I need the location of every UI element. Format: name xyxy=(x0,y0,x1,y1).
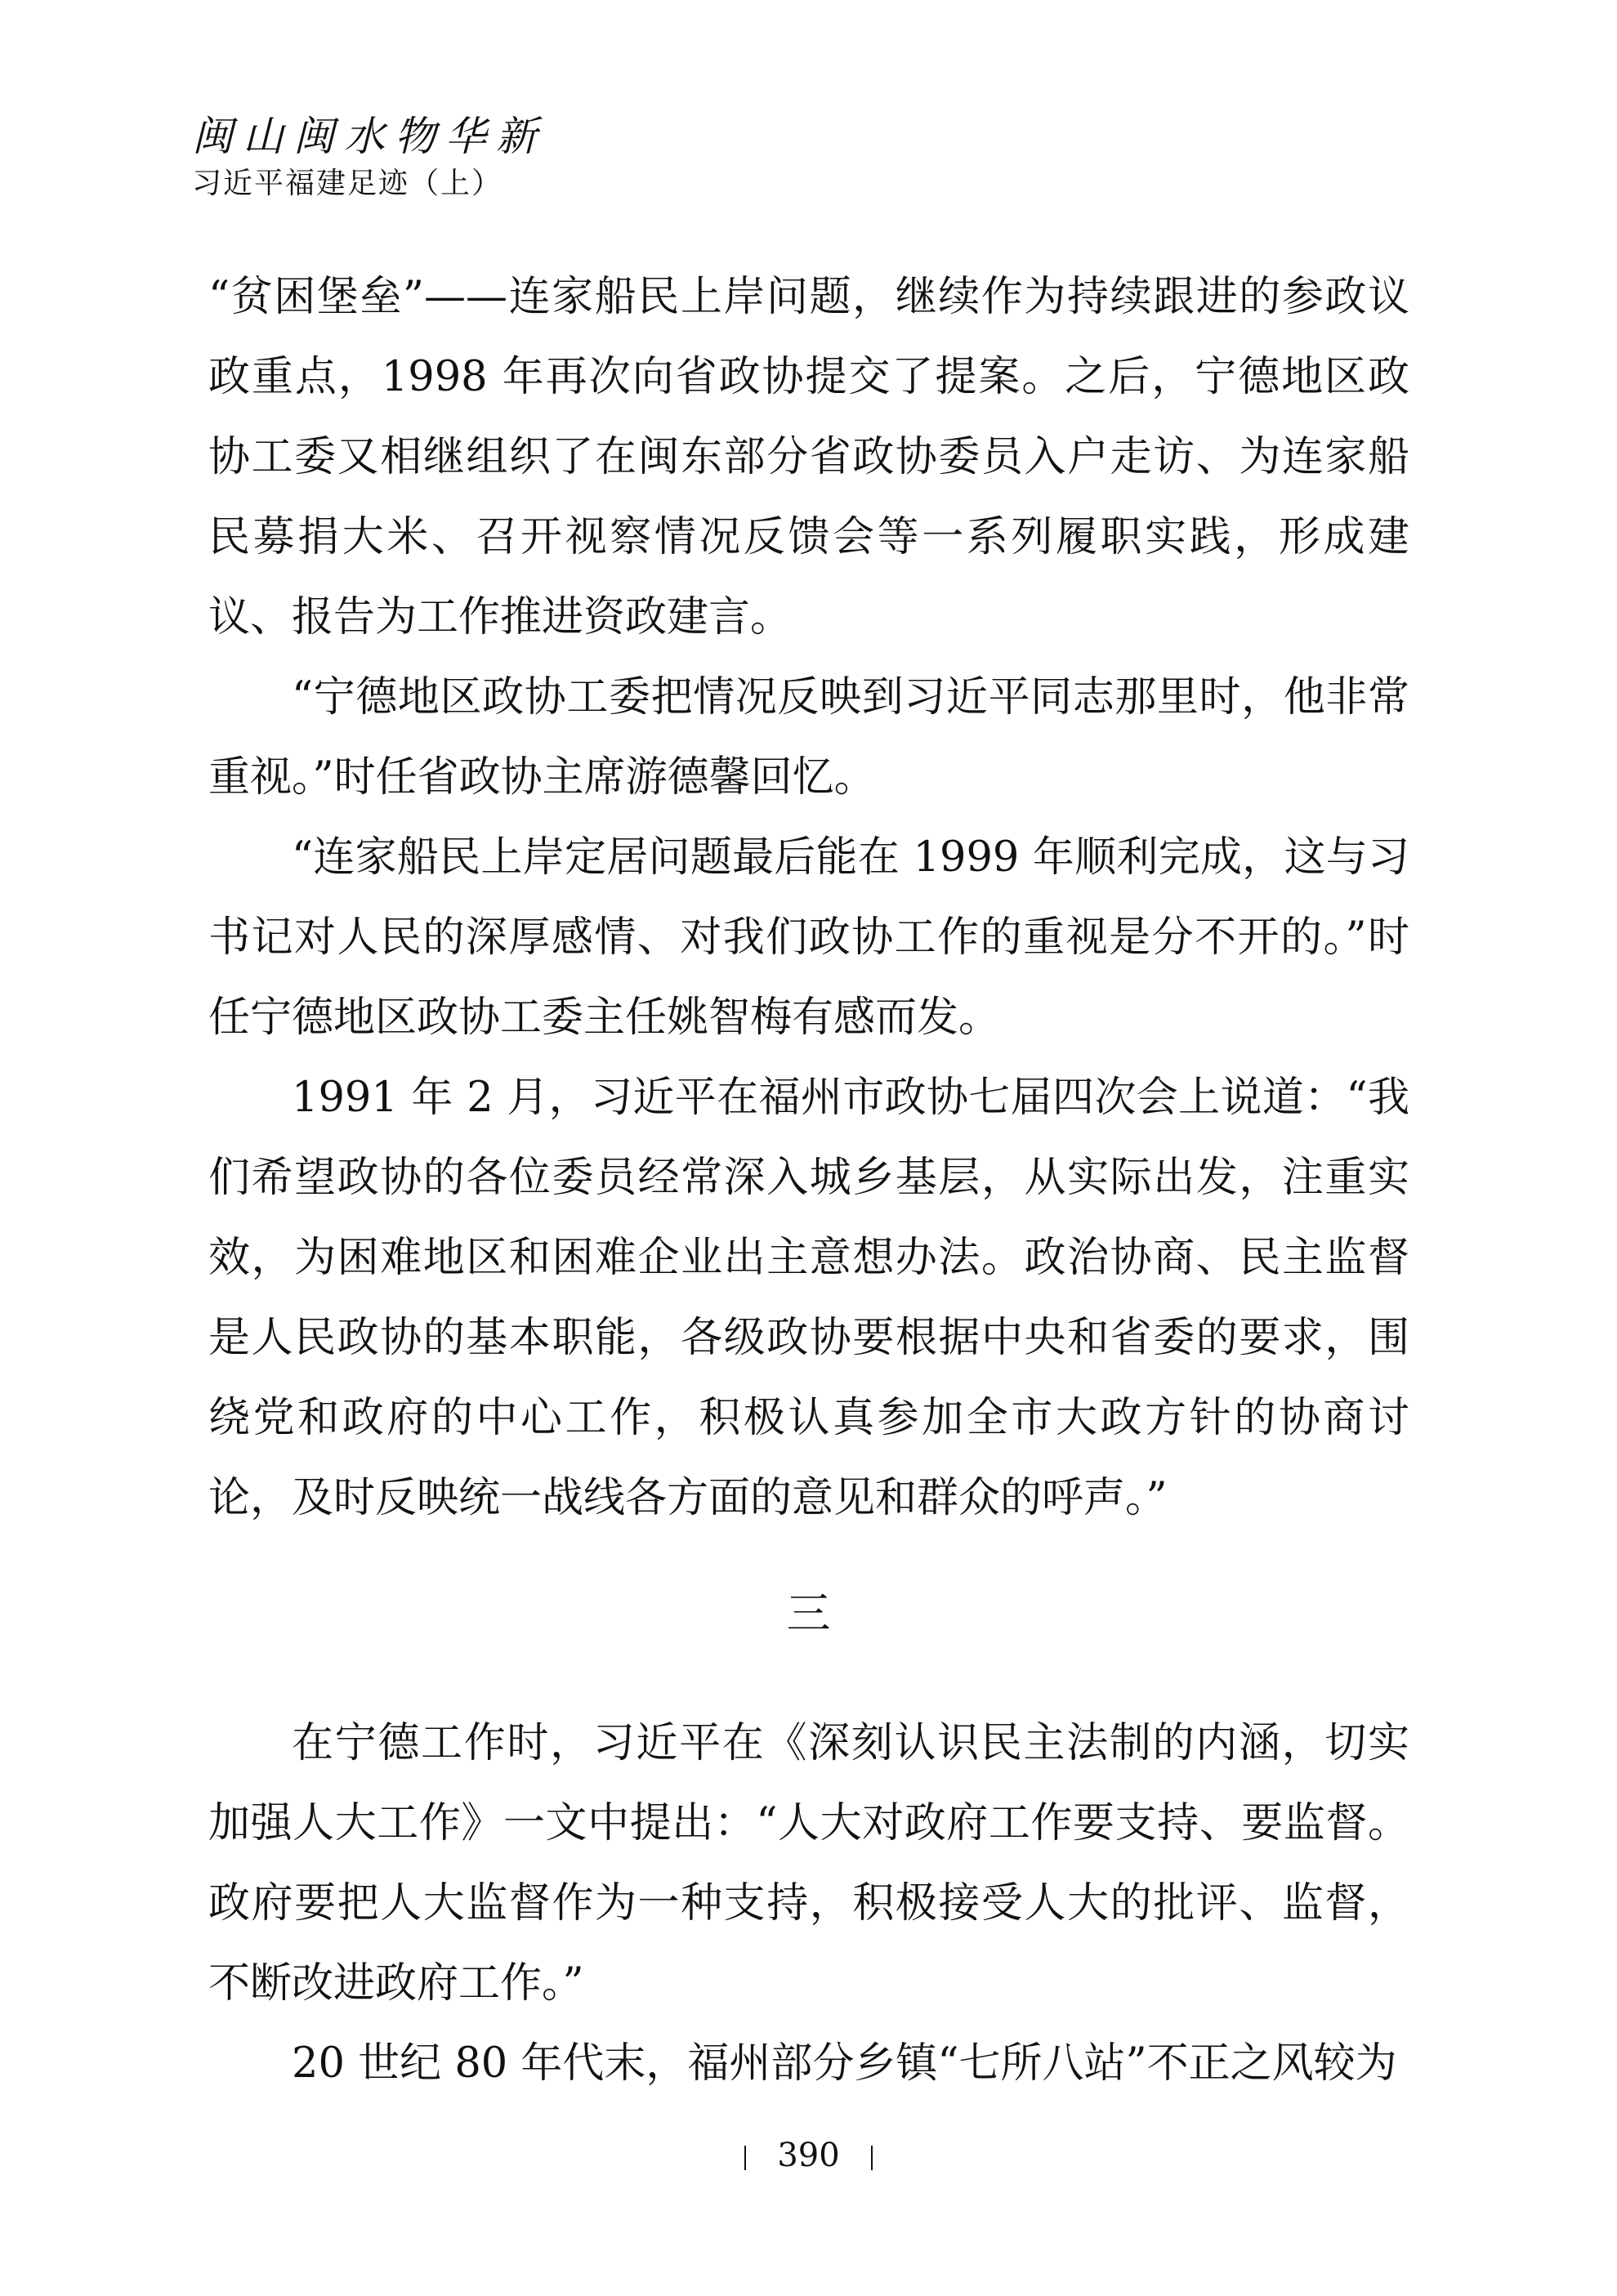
body-text-bottom xyxy=(208,1704,1409,2104)
section-heading: 三 xyxy=(786,1588,831,1639)
page-footer xyxy=(0,2133,1617,2178)
paragraph: 在宁德工作时，习近平在《深刻认识民主法制的内涵，切实加强人大工作》一文中提出：“人大对政府工作要支持、要监督。政府要把人大监督作为一种支持，积极接受人大的批评、监督，不断改进政府工作。” xyxy=(208,1719,1409,2008)
running-header xyxy=(192,110,547,203)
book-subtitle: 习近平福建足迹（上） xyxy=(192,167,503,200)
paragraph: “宁德地区政协工委把情况反映到习近平同志那里时，他非常重视。”时任省政协主席游德馨回忆。 xyxy=(208,673,1409,802)
book-title: 闽山闽水物华新 xyxy=(192,113,547,160)
footer-divider-right xyxy=(871,2146,873,2170)
paragraph: “连家船民上岸定居问题最后能在 1999 年顺利完成，这与习书记对人民的深厚感情、对我们政协工作的重视是分不开的。”时任宁德地区政协工委主任姚智梅有感而发。 xyxy=(208,833,1409,1042)
paragraph: 1991 年 2 月，习近平在福州市政协七届四次会上说道：“我们希望政协的各位委员经常深入城乡基层，从实际出发，注重实效，为困难地区和困难企业出主意想办法。政治协商、民主监督是人民政协的基本职能，各级政协要根据中央和省委的要求，围绕党和政府的中心工作，积极认真参加全市大政方针的协商讨论，及时反映统一战线各方面的意见和群众的呼声。” xyxy=(208,1074,1409,1522)
paragraph-continuation: “贫困堡垒”——连家船民上岸问题，继续作为持续跟进的参政议政重点，1998 年再次向省政协提交了提案。之后，宁德地区政协工委又相继组织了在闽东部分省政协委员入户走访、为连家船民募捐大米、召开视察情况反馈会等一系列履职实践，形成建议、报告为工作推进资政建言。 xyxy=(208,273,1409,641)
paragraph: 20 世纪 80 年代末，福州部分乡镇“七所八站”不正之风较为 xyxy=(292,2039,1397,2088)
footer-divider-left xyxy=(744,2146,746,2170)
body-text-top xyxy=(208,257,1409,1539)
page-number: 390 xyxy=(777,2137,840,2174)
